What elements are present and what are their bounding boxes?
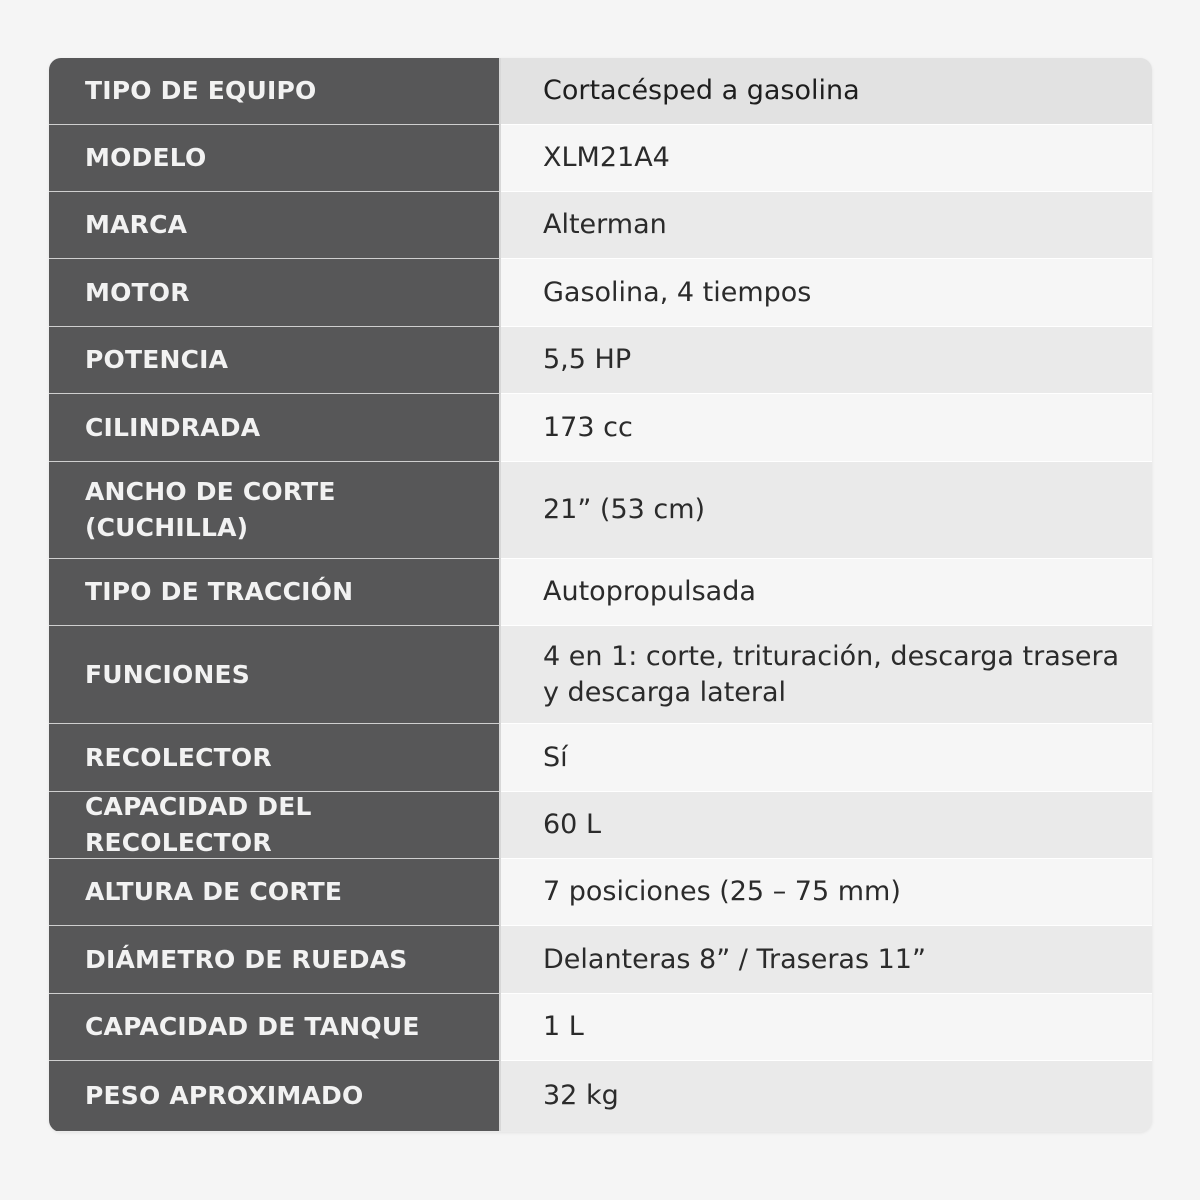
spec-label: ANCHO DE CORTE (CUCHILLA)	[49, 461, 501, 558]
spec-value: 173 cc	[501, 393, 1152, 461]
spec-value: 21” (53 cm)	[501, 461, 1152, 558]
spec-value: 4 en 1: corte, trituración, descarga trasera y descarga lateral	[501, 625, 1152, 723]
spec-row-motor	[49, 258, 1152, 326]
spec-label: CAPACIDAD DEL RECOLECTOR	[49, 791, 501, 858]
spec-value: XLM21A4	[501, 124, 1152, 191]
spec-row-ancho-de-corte	[49, 461, 1152, 558]
spec-value: 1 L	[501, 993, 1152, 1060]
spec-value: Autopropulsada	[501, 558, 1152, 625]
spec-label: MODELO	[49, 124, 501, 191]
spec-value: 7 posiciones (25 – 75 mm)	[501, 858, 1152, 925]
spec-label: TIPO DE EQUIPO	[49, 58, 501, 124]
spec-label: POTENCIA	[49, 326, 501, 393]
spec-row-capacidad-de-tanque	[49, 993, 1152, 1060]
spec-row-tipo-de-equipo	[49, 58, 1152, 124]
spec-value: Sí	[501, 723, 1152, 791]
spec-row-peso-aproximado	[49, 1060, 1152, 1131]
spec-row-altura-de-corte	[49, 858, 1152, 925]
spec-value: Gasolina, 4 tiempos	[501, 258, 1152, 326]
spec-label: MARCA	[49, 191, 501, 258]
spec-label: ALTURA DE CORTE	[49, 858, 501, 925]
spec-value: 60 L	[501, 791, 1152, 858]
spec-label: RECOLECTOR	[49, 723, 501, 791]
spec-row-funciones	[49, 625, 1152, 723]
spec-row-diametro-de-ruedas	[49, 925, 1152, 993]
spec-row-marca	[49, 191, 1152, 258]
spec-value: Delanteras 8” / Traseras 11”	[501, 925, 1152, 993]
spec-label: FUNCIONES	[49, 625, 501, 723]
spec-label: TIPO DE TRACCIÓN	[49, 558, 501, 625]
spec-row-modelo	[49, 124, 1152, 191]
spec-label: PESO APROXIMADO	[49, 1060, 501, 1131]
spec-value: 5,5 HP	[501, 326, 1152, 393]
spec-value: 32 kg	[501, 1060, 1152, 1131]
spec-row-potencia	[49, 326, 1152, 393]
spec-row-tipo-de-traccion	[49, 558, 1152, 625]
spec-row-recolector	[49, 723, 1152, 791]
spec-row-capacidad-del-recolector	[49, 791, 1152, 858]
spec-label: CILINDRADA	[49, 393, 501, 461]
spec-row-cilindrada	[49, 393, 1152, 461]
spec-value: Alterman	[501, 191, 1152, 258]
spec-label: CAPACIDAD DE TANQUE	[49, 993, 501, 1060]
spec-table	[49, 58, 1152, 1132]
spec-value: Cortacésped a gasolina	[501, 58, 1152, 124]
spec-label: DIÁMETRO DE RUEDAS	[49, 925, 501, 993]
spec-label: MOTOR	[49, 258, 501, 326]
